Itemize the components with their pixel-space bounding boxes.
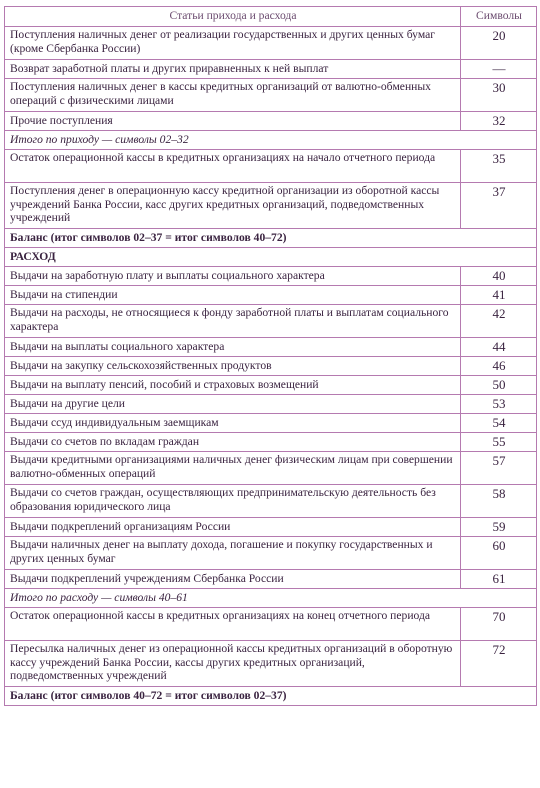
row-name: Остаток операционной кассы в кредитных организациях на начало отчетного периода <box>5 150 461 183</box>
row-name: Поступления наличных денег от реализации государственных и других ценных бумаг (кроме Сбербанка России) <box>5 27 461 60</box>
header-code: Символы <box>461 7 537 27</box>
table-row <box>5 267 537 286</box>
subtotal-row <box>5 131 537 150</box>
row-code: 58 <box>461 485 537 518</box>
row-code: 40 <box>461 267 537 286</box>
table-row <box>5 452 537 485</box>
row-code: 57 <box>461 452 537 485</box>
row-code: 70 <box>461 608 537 641</box>
header-name: Статьи прихода и расхода <box>5 7 461 27</box>
row-name: Выдачи подкреплений учреждениям Сбербанка России <box>5 570 461 589</box>
row-name: Прочие поступления <box>5 112 461 131</box>
row-name: Выдачи подкреплений организациям России <box>5 518 461 537</box>
table-row <box>5 518 537 537</box>
row-code: 32 <box>461 112 537 131</box>
row-name: Выдачи ссуд индивидуальным заемщикам <box>5 414 461 433</box>
row-code: 35 <box>461 150 537 183</box>
table-row <box>5 286 537 305</box>
table-row <box>5 608 537 641</box>
balance-label: Баланс (итог символов 40–72 = итог символов 02–37) <box>5 687 537 706</box>
cash-symbols-table <box>4 6 537 706</box>
row-code: 53 <box>461 395 537 414</box>
row-name: Выдачи на стипендии <box>5 286 461 305</box>
row-name: Пересылка наличных денег из операционной кассы кредитных организаций в оборотную кассу учреждений Банка России, кассы других кредитных организаций, подведомственных учреждений <box>5 641 461 687</box>
table-row <box>5 27 537 60</box>
row-code: 37 <box>461 183 537 229</box>
balance-label: Баланс (итог символов 02–37 = итог символов 40–72) <box>5 229 537 248</box>
table-row <box>5 537 537 570</box>
income-total-label: Итого по приходу — символы 02–32 <box>5 131 537 150</box>
row-code: 30 <box>461 79 537 112</box>
row-code: — <box>461 60 537 79</box>
row-name: Выдачи со счетов по вкладам граждан <box>5 433 461 452</box>
expense-total-label: Итого по расходу — символы 40–61 <box>5 589 537 608</box>
table-row <box>5 150 537 183</box>
table-row <box>5 376 537 395</box>
table-row <box>5 60 537 79</box>
section-heading-row <box>5 248 537 267</box>
row-name: Выдачи наличных денег на выплату дохода, погашение и покупку государственных и других ценных бумаг <box>5 537 461 570</box>
table-row <box>5 305 537 338</box>
table-row <box>5 433 537 452</box>
document-page <box>4 0 536 706</box>
row-name: Остаток операционной кассы в кредитных организациях на конец отчетного периода <box>5 608 461 641</box>
table-row <box>5 414 537 433</box>
row-code: 72 <box>461 641 537 687</box>
subtotal-row <box>5 589 537 608</box>
row-code: 55 <box>461 433 537 452</box>
row-code: 60 <box>461 537 537 570</box>
table-header-row <box>5 7 537 27</box>
row-code: 44 <box>461 338 537 357</box>
table-row <box>5 79 537 112</box>
table-row <box>5 338 537 357</box>
expense-section-heading: РАСХОД <box>5 248 537 267</box>
row-code: 59 <box>461 518 537 537</box>
row-code: 41 <box>461 286 537 305</box>
table-row <box>5 112 537 131</box>
row-name: Выдачи на выплаты социального характера <box>5 338 461 357</box>
row-name: Поступления денег в операционную кассу кредитной организации из оборотной кассы учреждений Банка России, касс других кредитных организаций, подведомственных учреждений <box>5 183 461 229</box>
balance-row <box>5 687 537 706</box>
row-code: 54 <box>461 414 537 433</box>
row-name: Выдачи на заработную плату и выплаты социального характера <box>5 267 461 286</box>
row-name: Выдачи на выплату пенсий, пособий и страховых возмещений <box>5 376 461 395</box>
balance-row <box>5 229 537 248</box>
table-row <box>5 357 537 376</box>
row-name: Выдачи на закупку сельскохозяйственных продуктов <box>5 357 461 376</box>
row-code: 61 <box>461 570 537 589</box>
row-code: 42 <box>461 305 537 338</box>
row-code: 50 <box>461 376 537 395</box>
row-name: Поступления наличных денег в кассы кредитных организаций от валютно-обменных операций с физическими лицами <box>5 79 461 112</box>
row-name: Выдачи на другие цели <box>5 395 461 414</box>
table-row <box>5 570 537 589</box>
row-name: Выдачи на расходы, не относящиеся к фонду заработной платы и выплатам социального характера <box>5 305 461 338</box>
table-row <box>5 485 537 518</box>
row-name: Выдачи со счетов граждан, осуществляющих предпринимательскую деятельность без образования юридического лица <box>5 485 461 518</box>
row-name: Возврат заработной платы и других приравненных к ней выплат <box>5 60 461 79</box>
table-row <box>5 183 537 229</box>
row-name: Выдачи кредитными организациями наличных денег физическим лицам при совершении валютно-обменных операций <box>5 452 461 485</box>
table-row <box>5 395 537 414</box>
row-code: 46 <box>461 357 537 376</box>
table-row <box>5 641 537 687</box>
row-code: 20 <box>461 27 537 60</box>
